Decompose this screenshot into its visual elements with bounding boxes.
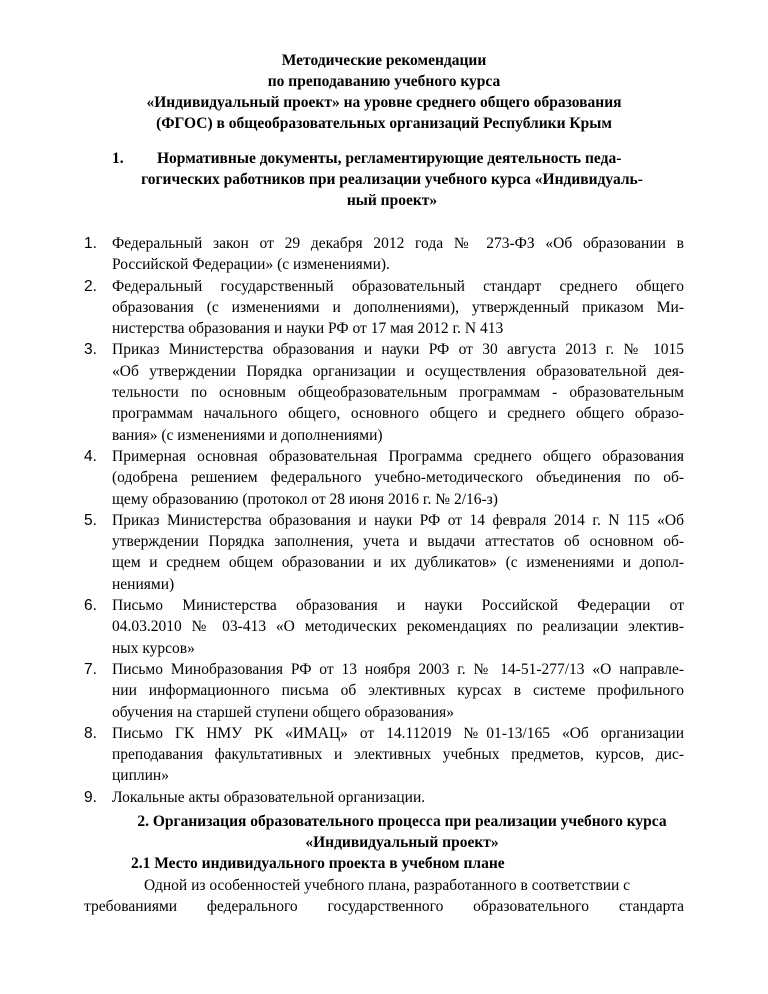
list-item-number: 3. xyxy=(84,341,97,359)
section-1-heading xyxy=(112,148,672,211)
list-item-line: 04.03.2010 № 03-413 «О методических рекомендациях по реализации электив- xyxy=(112,618,684,636)
list-item-line: Локальные акты образовательной организации. xyxy=(112,788,426,806)
list-item-line: щему образованию (протокол от 28 июня 2016 г. № 2/16-з) xyxy=(112,490,498,508)
list-item-line: Примерная основная образовательная Программа среднего общего образования xyxy=(112,447,684,465)
list-item-line: Федеральный государственный образовательный стандарт среднего общего xyxy=(112,277,684,295)
list-item-line: образования (с изменениями и дополнениями), утвержденный приказом Ми- xyxy=(112,298,684,316)
list-item-line: вания» (с изменениями и дополнениями) xyxy=(112,426,383,444)
list-item-line: ных курсов» xyxy=(112,639,195,657)
list-item-line: программам начального общего, основного общего и среднего общего образо- xyxy=(112,405,684,423)
body-paragraph xyxy=(84,875,684,918)
list-item-line: утверждении Порядка заполнения, учета и выдачи аттестатов об основном об- xyxy=(112,533,684,551)
list-item-number: 6. xyxy=(84,597,97,615)
list-item xyxy=(84,787,684,808)
list-item-number: 7. xyxy=(84,660,97,678)
list-item xyxy=(84,723,684,787)
title-line: по преподаванию учебного курса xyxy=(267,73,501,90)
list-item-line: нениями) xyxy=(112,575,175,593)
list-item-line: Письмо Министерства образования и науки Российской Федерации от xyxy=(112,597,684,615)
list-item xyxy=(84,659,684,723)
list-item-line: преподавания факультативных и элективных учебных предметов, курсов, дис- xyxy=(112,746,684,764)
list-item-line: щем и среднем общем образовании и их дубликатов» (с изменениями и допол- xyxy=(112,554,684,572)
list-item-line: Российской Федерации» (с изменениями). xyxy=(112,256,390,274)
list-item-line: Приказ Министерства образования и науки РФ от 30 августа 2013 г. № 1015 xyxy=(112,341,684,359)
section-heading-line: «Индивидуальный проект» xyxy=(305,834,499,851)
subsection-2-1-heading: 2.1 Место индивидуального проекта в учебном плане xyxy=(131,855,505,872)
list-item-line: нистерства образования и науки РФ от 17 мая 2012 г. N 413 xyxy=(112,320,504,338)
list-item xyxy=(84,510,684,595)
list-item-line: (одобрена решением федерального учебно-методического объединения по об- xyxy=(112,469,684,487)
list-item-line: циплин» xyxy=(112,767,169,785)
list-item-line: Федеральный закон от 29 декабря 2012 года № 273-ФЗ «Об образовании в xyxy=(112,235,684,252)
title-line: Методические рекомендации xyxy=(281,52,487,69)
list-item-line: Письмо ГК НМУ РК «ИМАЦ» от 14.112019 №01-13/165 «Об организации xyxy=(112,724,684,742)
section-heading-line: ный проект» xyxy=(346,192,438,209)
section-2-heading xyxy=(112,811,692,853)
list-item-number: 1. xyxy=(84,235,97,252)
list-item-number: 5. xyxy=(84,511,97,529)
list-item-line: нии информационного письма об элективных курсах в системе профильного xyxy=(112,682,684,700)
list-item-line: Письмо Минобразования РФ от 13 ноября 2003 г. № 14-51-277/13 «О направле- xyxy=(112,660,684,678)
paragraph-line: Одной из особенностей учебного плана, разработанного в соответствии с xyxy=(144,877,631,894)
list-item xyxy=(84,339,684,445)
list-item xyxy=(84,446,684,510)
regulatory-documents-list xyxy=(84,233,684,808)
list-item xyxy=(84,276,684,340)
list-item-line: «Об утверждении Порядка организации и осуществления образовательной дея- xyxy=(112,362,684,380)
list-item-line: тельности по основным общеобразовательным программам - образовательным xyxy=(112,384,684,402)
title-line: «Индивидуальный проект» на уровне среднего общего образования xyxy=(146,94,622,111)
list-item-line: обучения на старшей ступени общего образования» xyxy=(112,703,454,721)
document-title xyxy=(100,50,668,134)
section-heading-line: Нормативные документы, регламентирующие деятельность педа- xyxy=(157,150,622,167)
list-item xyxy=(84,595,684,659)
list-item-line: Приказ Министерства образования и науки РФ от 14 февраля 2014 г. N 115 «Об xyxy=(112,511,684,529)
paragraph-line: требованиями федерального государственного образовательного стандарта xyxy=(84,898,684,916)
list-item xyxy=(84,233,684,276)
list-item-number: 4. xyxy=(84,447,97,465)
section-number: 1. xyxy=(112,150,124,167)
title-line: (ФГОС) в общеобразовательных организаций Республики Крым xyxy=(156,115,612,132)
section-heading-line: гогических работников при реализации учебного курса «Индивидуаль- xyxy=(141,171,643,188)
list-item-number: 8. xyxy=(84,724,97,742)
list-item-number: 9. xyxy=(84,788,97,806)
section-heading-line: 2. Организация образовательного процесса при реализации учебного курса xyxy=(137,813,667,830)
list-item-number: 2. xyxy=(84,277,97,295)
